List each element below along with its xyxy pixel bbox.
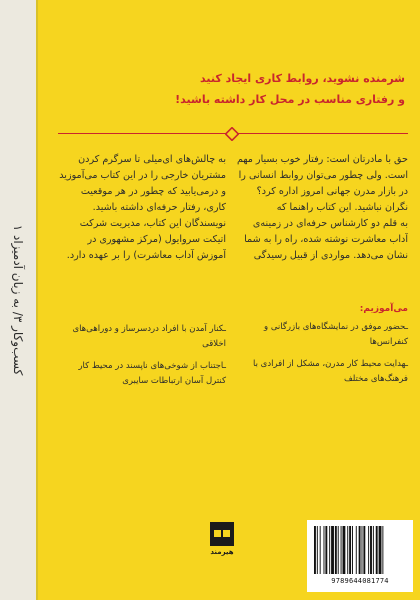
list-item-line: کنترل آسان ارتباطات سایبری: [122, 376, 226, 386]
cover-headline: [50, 68, 405, 110]
blurb-line: کاری، رفتار حرفه‌ای داشته باشید.: [92, 202, 226, 213]
blurb-line: حق با مادرتان است: رفتار خوب بسیار مهم: [236, 154, 408, 165]
list-item: [232, 357, 408, 387]
diamond-ornament-icon: [225, 127, 239, 141]
blurb-line: نشان می‌دهد. مواردی از قبیل رسیدگی: [253, 250, 408, 261]
blurb-line: در بازار مدرن جهانی امروز اداره کرد؟: [256, 186, 408, 197]
publisher-name: هیرمند: [210, 548, 234, 556]
blurb-line: به قلم دو کارشناس حرفه‌ای در زمینه‌ی: [252, 218, 408, 229]
isbn-barcode: [307, 520, 413, 592]
list-item-line: فرهنگ‌های مختلف: [343, 374, 408, 384]
barcode-bars-icon: [313, 526, 407, 574]
spine-edge: [36, 0, 38, 600]
blurb-left-column: [58, 152, 226, 264]
list-item-line: ـاجتناب از شوخی‌های ناپسند در محیط کار: [78, 361, 226, 371]
list-item-line: اخلاقی: [202, 339, 226, 349]
publisher-mark-icon: [210, 522, 234, 546]
blurb-line: نگران نباشید. این کتاب راهنما که: [276, 202, 408, 213]
blurb-line: اتیکت سروایول (مرکز مشهوری در: [87, 234, 226, 245]
learn-section-title: می‌آموزیم:: [359, 304, 408, 314]
publisher-logo: [208, 522, 236, 562]
list-item: [232, 320, 408, 350]
book-spine: [0, 0, 36, 600]
list-item-line: ـهدایت محیط کار مدرن، مشکل از افرادی با: [253, 359, 408, 369]
blurb-line: نویسندگان این کتاب، مدیریت شرکت: [79, 218, 226, 229]
spine-title: کسب‌وکار ۳/ به زبان آدمیزاد ۱: [11, 224, 25, 376]
learn-list-left: [58, 322, 226, 396]
ornament-divider: [58, 127, 408, 141]
headline-line: و رفتاری مناسب در محل کار داشته باشید!: [175, 93, 405, 106]
blurb-line: آموزش آداب معاشرت) را بر عهده دارد.: [66, 250, 226, 261]
blurb-line: به چالش‌های ای‌میلی تا سرگرم کردن: [78, 154, 226, 165]
list-item-line: ـکنار آمدن با افراد دردسرساز و دوراهی‌های: [72, 324, 226, 334]
learn-list-right: [232, 320, 408, 394]
list-item-line: کنفرانس‌ها: [369, 337, 408, 347]
list-item: [58, 359, 226, 389]
blurb-right-column: [232, 152, 408, 264]
list-item: [58, 322, 226, 352]
blurb-line: آداب معاشرت نوشته شده، راه را به شما: [244, 234, 408, 245]
list-item-line: ـحضور موفق در نمایشگاه‌های بازرگانی و: [264, 322, 408, 332]
blurb-line: است. ولی چطور می‌توان روابط انسانی را: [238, 170, 408, 181]
headline-line: شرمنده نشوید، روابط کاری ایجاد کنید: [200, 72, 405, 85]
isbn-number: 9789644081774: [331, 577, 389, 585]
blurb-line: مشتریان خارجی را در این کتاب می‌آموزید: [59, 170, 226, 181]
blurb-line: و درمی‌یابید که چطور در هر موقعیت: [80, 186, 226, 197]
